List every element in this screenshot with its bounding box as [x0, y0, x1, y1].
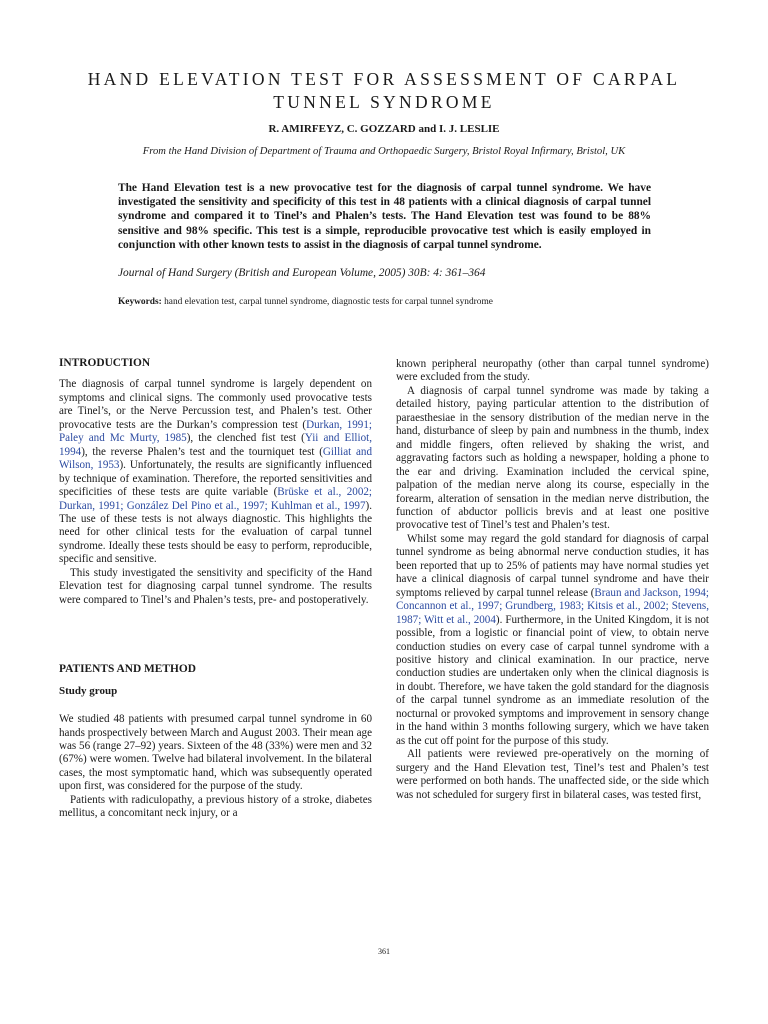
left-column: [59, 357, 372, 821]
article-title: HAND ELEVATION TEST FOR ASSESSMENT OF CARPAL TUNNEL SYNDROME: [87, 69, 681, 112]
right-column: [396, 358, 709, 802]
methods-paragraph-2: Patients with radiculopathy, a previous history of a stroke, diabetes mellitus, a concomitant neck injury, or a: [59, 793, 372, 820]
right-paragraph-2: Whilst some may regard the gold standard for diagnosis of carpal tunnel syndrome as being abnormal nerve conduction studies, it has been reported that up to 25% of patients may have normal studies yet have a clinical diagnosis of carpal tunnel syndrome and have their symptoms relieved by carpal tunnel release (Braun and Jackson, 1994; Concannon et al., 1997; Grundberg, 1983; Kitsis et al., 2002; Stevens, 1987; Witt et al., 2004). Furthermore, in the United Kingdom, it is not possible, from a logistic or financial point of view, to obtain nerve conduction studies on every case of carpal tunnel syndrome with a positive history and clinical examination. In our practice, nerve conduction studies are undertaken only when the clinical diagnosis is in doubt. Therefore, we have taken the gold standard for the diagnosis of the carpal tunnel syndrome as an immediate resolution of the nocturnal or provoked symptoms and improvement in sensory change in the hand within 3 months following surgery, which we have taken as the cut off point for the purpose of this study.: [396, 532, 710, 747]
methods-paragraph-1: We studied 48 patients with presumed carpal tunnel syndrome in 60 hands prospectively between March and August 2003. Their mean age was 56 (range 27–92) years. Sixteen of the 48 (33%) were men and 32 (67%) were women. Twelve had bilateral involvement. In the bilateral cases, the most symptomatic hand, which was subsequently operated upon first, was considered for the purpose of the study.: [59, 713, 372, 793]
introduction-heading: INTRODUCTION: [59, 357, 151, 369]
journal-citation: Journal of Hand Surgery (British and European Volume, 2005) 30B: 4: 361–364: [118, 267, 486, 279]
citation-link[interactable]: Braun and Jackson, 1994; Concannon et al., 1997; Grundberg, 1983; Kitsis et al., 2002; Stevens, 1987; Witt et al., 2004: [396, 586, 710, 626]
methods-heading: PATIENTS AND METHOD: [59, 663, 196, 676]
abstract: The Hand Elevation test is a new provocative test for the diagnosis of carpal tunnel syndrome. We have investigated the sensitivity and specificity of this test in 48 patients with a clinical diagnosis of carpal tunnel syndrome and compared it to Tinel’s and Phalen’s tests. The Hand Elevation test was found to be 88% sensitive and 98% specific. This test is a simple, reproducible provocative test which is easily employed in conjunction with other known tests to assist in the diagnosis of carpal tunnel syndrome.: [118, 182, 651, 251]
keywords-label: Keywords:: [118, 297, 162, 307]
study-group-subheading: Study group: [59, 684, 118, 697]
right-paragraph-3: All patients were reviewed pre-operatively on the morning of surgery and the Hand Elevation test, Tinel’s test and Phalen’s test were performed on both hands. The unaffected side, or the side which was not scheduled for surgery first in bilateral cases, was tested first,: [396, 748, 709, 801]
keywords: [118, 297, 658, 307]
citation-link[interactable]: Brüske et al., 2002; Durkan, 1991; González Del Pino et al., 1997; Kuhlman et al., 1997: [59, 486, 372, 512]
author-list: R. AMIRFEYZ, C. GOZZARD and I. J. LESLIE: [268, 123, 500, 135]
keywords-list: hand elevation test, carpal tunnel syndrome, diagnostic tests for carpal tunnel syndrome: [161, 297, 493, 307]
intro-paragraph-2: This study investigated the sensitivity and specificity of the Hand Elevation test for diagnosing carpal tunnel syndrome. The results were compared to Tinel’s and Phalen’s tests, pre- and postoperatively.: [59, 566, 372, 606]
right-paragraph-1: A diagnosis of carpal tunnel syndrome was made by taking a detailed history, paying particular attention to the distribution of paraesthesiae in the sensory distribution of the median nerve in the hand, disturbance of sleep by pain and numbness in the thumb, index and middle fingers, often relieved by shaking the wrist, and aggravating factors such as holding a newspaper, holding a phone to the ear and driving. Examination included the cervical spine, palpation of the median nerve along its course, especially in the forearm, alteration of sensation in the median nerve distribution, the function of abductor pollicis brevis and at least one positive provocative test of Tinel’s test and Phalen’s test.: [396, 384, 709, 532]
citation-link[interactable]: Gilliat and Wilson, 1953: [59, 445, 372, 472]
intro-paragraph-1: The diagnosis of carpal tunnel syndrome is largely dependent on symptoms and clinical signs. The commonly used provocative tests are Tinel’s, or the Nerve Percussion test, and Phalen’s test. Other provocative tests are the Durkan’s compression test (Durkan, 1991; Paley and Mc Murty, 1985), the clenched fist test (Yii and Elliot, 1994), the reverse Phalen’s test and the tourniquet test (Gilliat and Wilson, 1953). Unfortunately, the results are significantly influenced by technique of examination. Therefore, the reported sensitivities and specificities of these tests are quite variable (Brüske et al., 2002; Durkan, 1991; González Del Pino et al., 1997; Kuhlman et al., 1997). The use of these tests is not always diagnostic. This highlights the need for other clinical tests for the evaluation of carpal tunnel syndrome. Ideally these tests should be easy to perform, reproducible, specific and sensitive.: [59, 378, 372, 566]
citation-link[interactable]: Yii and Elliot, 1994: [59, 432, 372, 458]
right-paragraph-0: known peripheral neuropathy (other than carpal tunnel syndrome) were excluded from the study.: [396, 358, 709, 384]
page-number: 361: [378, 947, 390, 956]
affiliation: From the Hand Division of Department of Trauma and Orthopaedic Surgery, Bristol Royal Infirmary, Bristol, UK: [142, 146, 626, 157]
citation-link[interactable]: Durkan, 1991; Paley and Mc Murty, 1985: [59, 418, 372, 445]
